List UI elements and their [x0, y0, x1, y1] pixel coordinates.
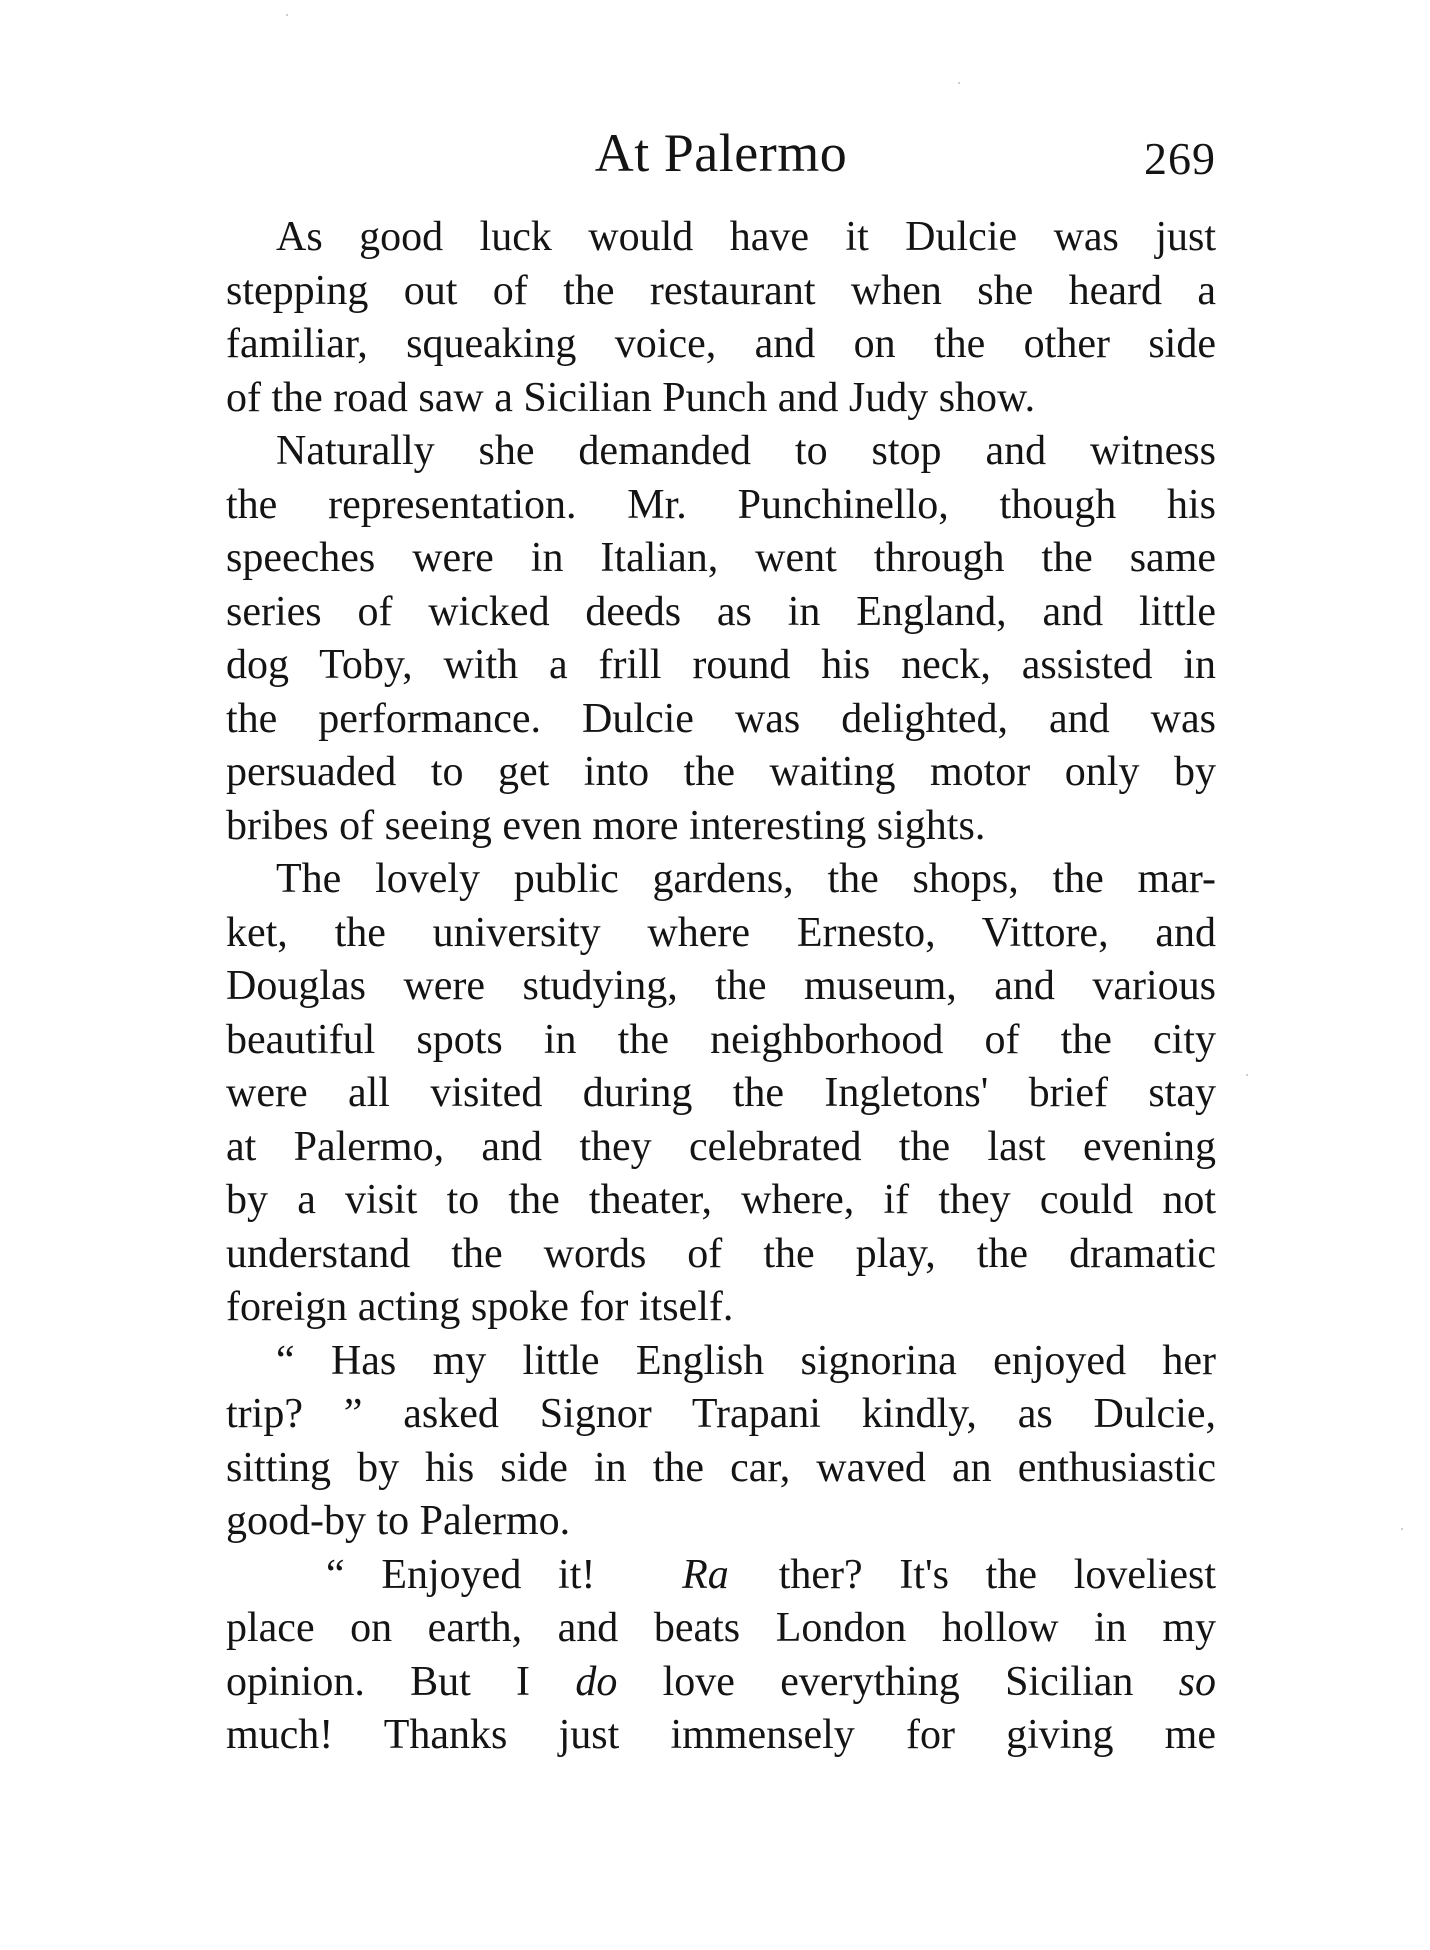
page-number: 269	[1144, 133, 1216, 184]
emphasis: Ra	[682, 1551, 729, 1598]
text-line: series of wicked deeds as in England, and little	[226, 588, 1216, 635]
text-line: beautiful spots in the neighborhood of the city	[226, 1016, 1216, 1063]
text-line: sitting by his side in the car, waved an enthusiastic	[226, 1444, 1216, 1491]
text-line: Naturally she demanded to stop and witness	[276, 428, 1216, 474]
text-line: of the road saw a Sicilian Punch and Judy show.	[226, 374, 1036, 421]
text-line: the representation. Mr. Punchinello, though his	[226, 481, 1216, 528]
text-line: “ Has my little English signorina enjoyed her	[276, 1337, 1216, 1384]
scan-speck	[1401, 1528, 1403, 1530]
text-line: familiar, squeaking voice, and on the other side	[226, 321, 1216, 367]
text-line: bribes of seeing even more interesting sights.	[226, 802, 986, 849]
text-line: place on earth, and beats London hollow in my	[226, 1605, 1216, 1651]
text-line: ket, the university where Ernesto, Vittore, and	[226, 909, 1216, 956]
scan-speck	[286, 14, 288, 16]
text-line: As good luck would have it Dulcie was just	[276, 214, 1216, 260]
text-line: persuaded to get into the waiting motor only by	[226, 749, 1216, 795]
emphasis: do	[575, 1658, 618, 1705]
text-line: The lovely public gardens, the shops, the mar-	[276, 856, 1216, 902]
scan-speck	[958, 82, 960, 84]
text-line: foreign acting spoke for itself.	[226, 1284, 734, 1330]
text-line: stepping out of the restaurant when she heard a	[226, 267, 1216, 314]
text-line: at Palermo, and they celebrated the last evening	[226, 1123, 1216, 1170]
text-line: trip? ” asked Signor Trapani kindly, as Dulcie,	[226, 1391, 1216, 1437]
running-head	[226, 118, 1216, 188]
text-line: the performance. Dulcie was delighted, and was	[226, 695, 1216, 742]
text-line: opinion. But I do love everything Sicilian so	[226, 1658, 1216, 1705]
text-line: dog Toby, with a frill round his neck, assisted in	[226, 642, 1216, 688]
scan-speck	[1246, 1074, 1248, 1076]
text-line: were all visited during the Ingletons' brief stay	[226, 1070, 1216, 1116]
text-line: “ Enjoyed it! Ra ther? It's the loveliest	[326, 1551, 1216, 1598]
text-line: good-by to Palermo.	[226, 1498, 571, 1544]
text-line: much! Thanks just immensely for giving me	[226, 1712, 1216, 1758]
emphasis: so	[1178, 1658, 1216, 1705]
chapter-running-title: At Palermo	[594, 123, 848, 183]
text-line: understand the words of the play, the dramatic	[226, 1230, 1216, 1277]
text-line: by a visit to the theater, where, if they could not	[226, 1177, 1216, 1223]
body-text	[226, 211, 1216, 1763]
text-line: Douglas were studying, the museum, and various	[226, 963, 1216, 1009]
text-line: speeches were in Italian, went through the same	[226, 535, 1216, 581]
